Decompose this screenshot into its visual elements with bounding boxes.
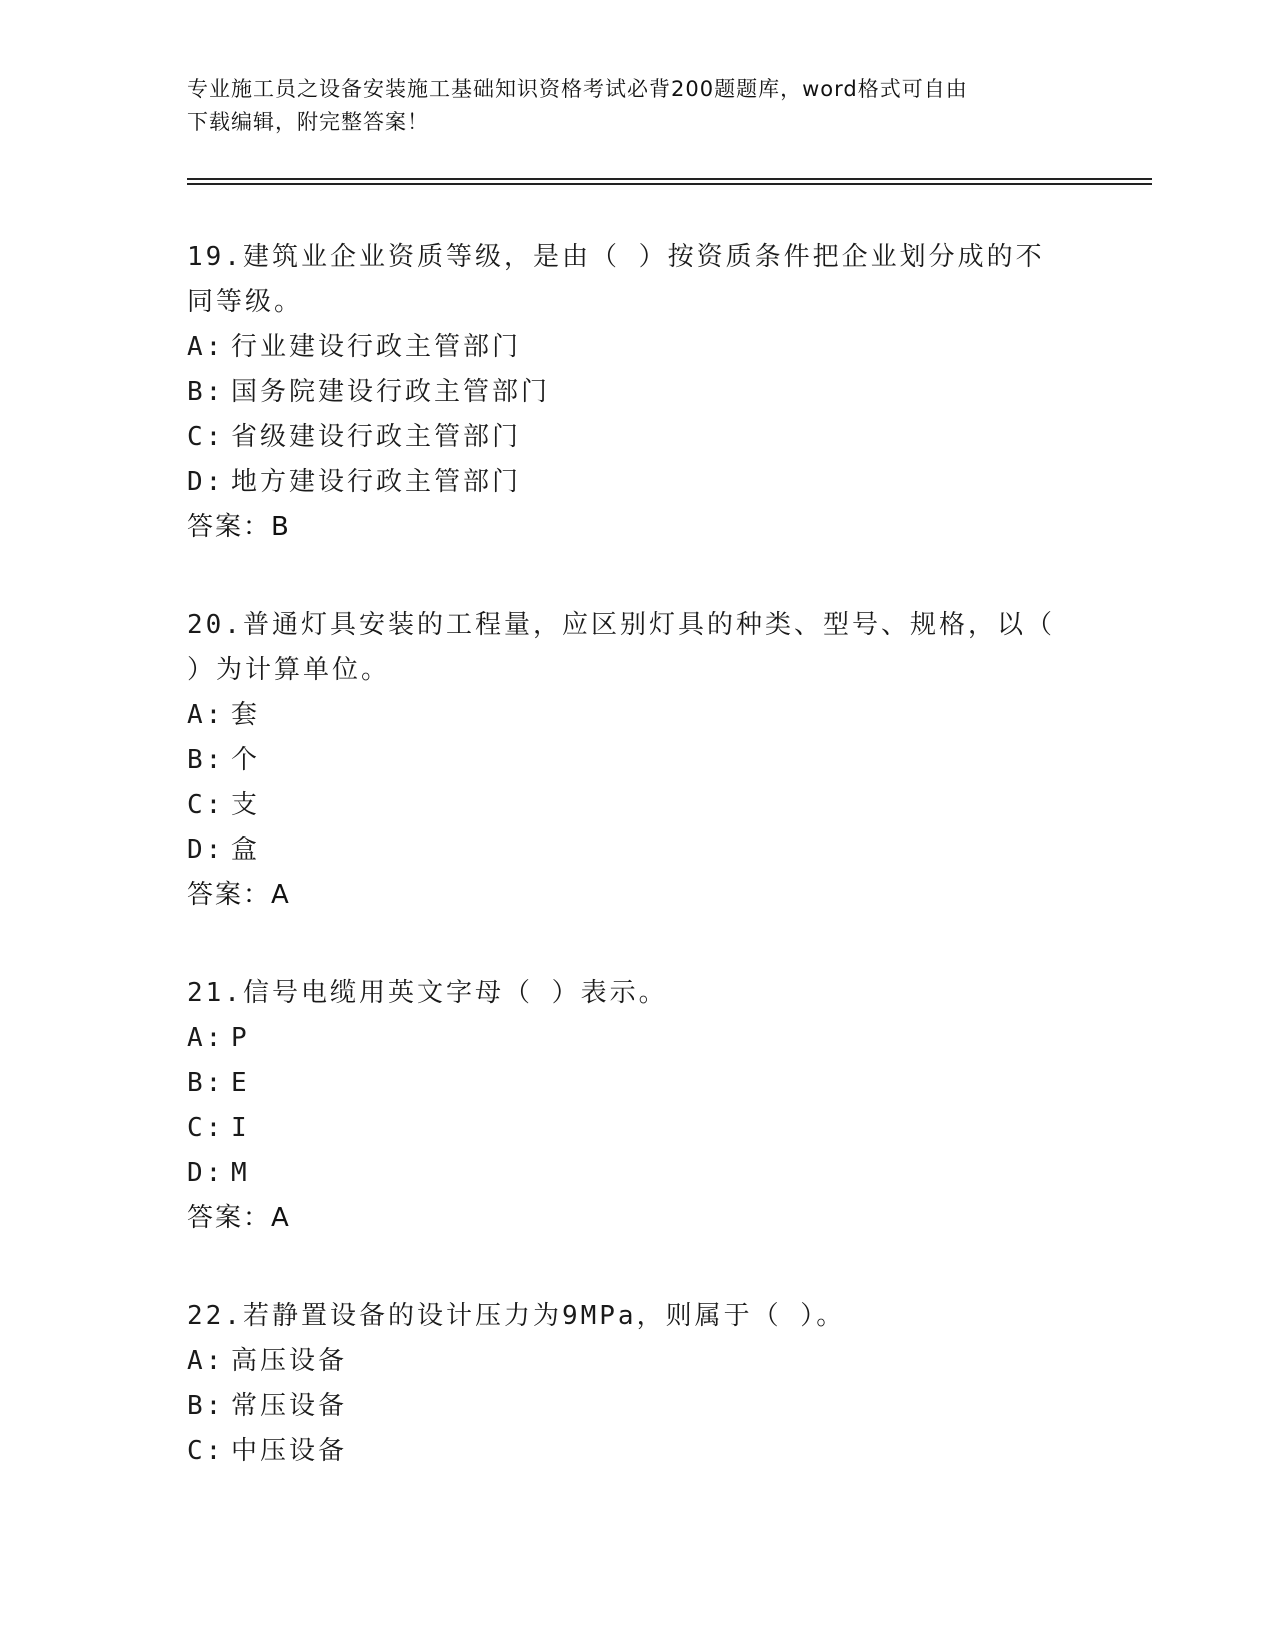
question-20 [187, 603, 1087, 918]
option-letter: A: [187, 1346, 225, 1376]
answer-line: 答案：B [187, 512, 291, 542]
option-b [187, 370, 1087, 415]
header-divider-top [187, 178, 1152, 180]
option-letter: A: [187, 332, 225, 362]
option-a [187, 693, 1087, 738]
answer-line: 答案：A [187, 880, 291, 910]
option-d [187, 460, 1087, 505]
question-21 [187, 971, 1087, 1241]
option-c [187, 415, 1087, 460]
option-text: 高压设备 [231, 1346, 348, 1376]
option-text: E [231, 1068, 250, 1098]
question-stem: 19.建筑业企业资质等级，是由（ ）按资质条件把企业划分成的不同等级。 [187, 242, 1045, 317]
question-list [187, 235, 1087, 1527]
option-text: 支 [231, 790, 261, 820]
option-text: 地方建设行政主管部门 [231, 467, 522, 497]
option-text: 中压设备 [231, 1436, 348, 1466]
option-a [187, 1339, 1087, 1384]
option-text: 行业建设行政主管部门 [231, 332, 522, 362]
question-stem: 20.普通灯具安装的工程量，应区别灯具的种类、型号、规格，以（ ）为计算单位。 [187, 610, 1055, 685]
option-letter: C: [187, 1113, 225, 1143]
option-letter: A: [187, 700, 225, 730]
option-c [187, 783, 1087, 828]
option-text: 省级建设行政主管部门 [231, 422, 522, 452]
answer-line: 答案：A [187, 1203, 291, 1233]
header-title-line-1: 专业施工员之设备安装施工基础知识资格考试必背200题题库，word格式可自由 [187, 77, 968, 101]
option-letter: C: [187, 1436, 225, 1466]
option-letter: B: [187, 1391, 225, 1421]
option-text: P [231, 1023, 250, 1053]
question-stem: 21.信号电缆用英文字母（ ）表示。 [187, 978, 668, 1008]
option-c [187, 1106, 1087, 1151]
question-22 [187, 1294, 1087, 1474]
option-a [187, 325, 1087, 370]
option-d [187, 1151, 1087, 1196]
option-b [187, 1384, 1087, 1429]
question-19 [187, 235, 1087, 550]
header-divider-bottom [187, 183, 1152, 185]
option-text: 常压设备 [231, 1391, 348, 1421]
option-letter: D: [187, 467, 225, 497]
option-text: M [231, 1158, 250, 1188]
option-text: 套 [231, 700, 261, 730]
document-header [187, 73, 1067, 139]
option-a [187, 1016, 1087, 1061]
option-c [187, 1429, 1087, 1474]
header-title-line-2: 下载编辑，附完整答案！ [187, 110, 429, 134]
option-letter: B: [187, 745, 225, 775]
option-letter: B: [187, 1068, 225, 1098]
option-letter: C: [187, 422, 225, 452]
option-letter: D: [187, 835, 225, 865]
option-d [187, 828, 1087, 873]
option-text: 国务院建设行政主管部门 [231, 377, 551, 407]
option-text: 个 [231, 745, 261, 775]
option-b [187, 738, 1087, 783]
question-stem: 22.若静置设备的设计压力为9MPa，则属于（ ）。 [187, 1301, 846, 1331]
option-text: 盒 [231, 835, 261, 865]
option-letter: A: [187, 1023, 225, 1053]
option-letter: B: [187, 377, 225, 407]
option-letter: D: [187, 1158, 225, 1188]
option-text: I [231, 1113, 250, 1143]
option-b [187, 1061, 1087, 1106]
option-letter: C: [187, 790, 225, 820]
